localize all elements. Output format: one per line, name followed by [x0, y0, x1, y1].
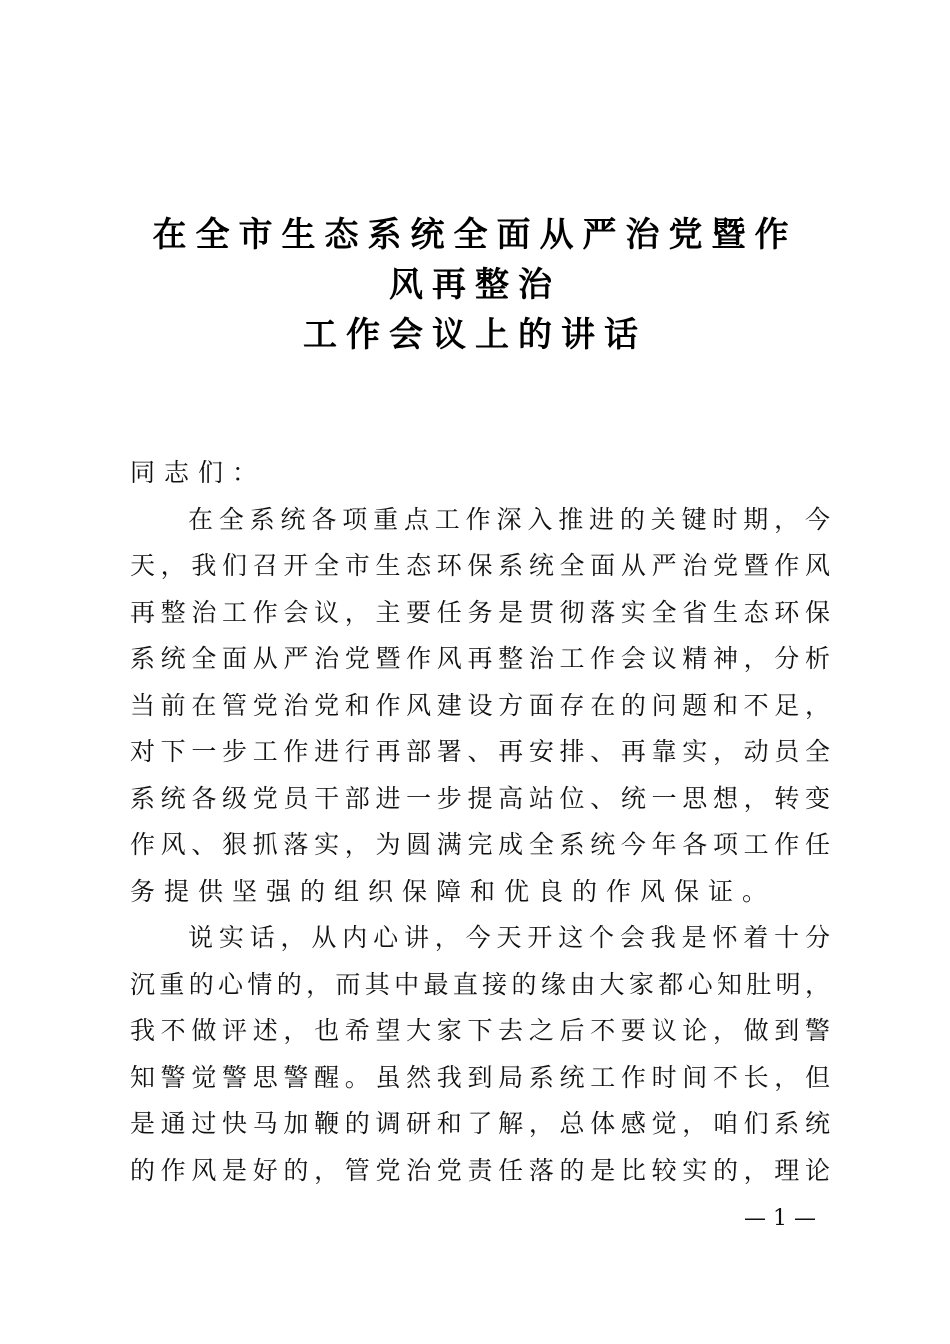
title-line-1: 在全市生态系统全面从严治党暨作: [152, 215, 798, 255]
paragraph-1-line-7: 系统各级党员干部进一步提高站位、统一思想，转变: [130, 783, 830, 813]
paragraph-1-line-6: 对下一步工作进行再部署、再安排、再靠实，动员全: [130, 737, 830, 766]
paragraph-1-line-3: 再整治工作会议，主要任务是贯彻落实全省生态环保: [130, 597, 830, 627]
page-number: — 1 —: [744, 1206, 816, 1231]
paragraph-1-line-8: 作风、狠抓落实，为圆满完成全系统今年各项工作任: [130, 830, 830, 859]
paragraph-2-line-1: 说实话，从内心讲，今天开这个会我是怀着十分: [188, 923, 830, 952]
paragraph-1-line-1: 在全系统各项重点工作深入推进的关键时期，今: [188, 504, 830, 534]
title-line-2: 风再整治: [389, 265, 561, 305]
document-title: [0, 210, 950, 360]
paragraph-2-line-5: 是通过快马加鞭的调研和了解，总体感觉，咱们系统: [130, 1109, 830, 1138]
paragraph-2-line-4: 知警觉警思警醒。虽然我到局系统工作时间不长，但: [130, 1062, 830, 1092]
document-body: [130, 450, 830, 1194]
paragraph-1-line-5: 当前在管党治党和作风建设方面存在的问题和不足，: [130, 690, 830, 720]
paragraph-1-line-9: 务提供坚强的组织保障和优良的作风保证。: [130, 876, 777, 906]
salutation: 同志们：: [130, 458, 267, 487]
paragraph-2-line-6: 的作风是好的，管党治党责任落的是比较实的，理论: [130, 1155, 830, 1185]
paragraph-1-line-2: 天，我们召开全市生态环保系统全面从严治党暨作风: [130, 551, 830, 580]
paragraph-2-line-3: 我不做评述，也希望大家下去之后不要议论，做到警: [130, 1016, 830, 1045]
title-line-3: 工作会议上的讲话: [303, 315, 647, 355]
paragraph-2-line-2: 沉重的心情的，而其中最直接的缘由大家都心知肚明，: [130, 969, 830, 999]
paragraph-1-line-4: 系统全面从严治党暨作风再整治工作会议精神，分析: [130, 644, 830, 673]
